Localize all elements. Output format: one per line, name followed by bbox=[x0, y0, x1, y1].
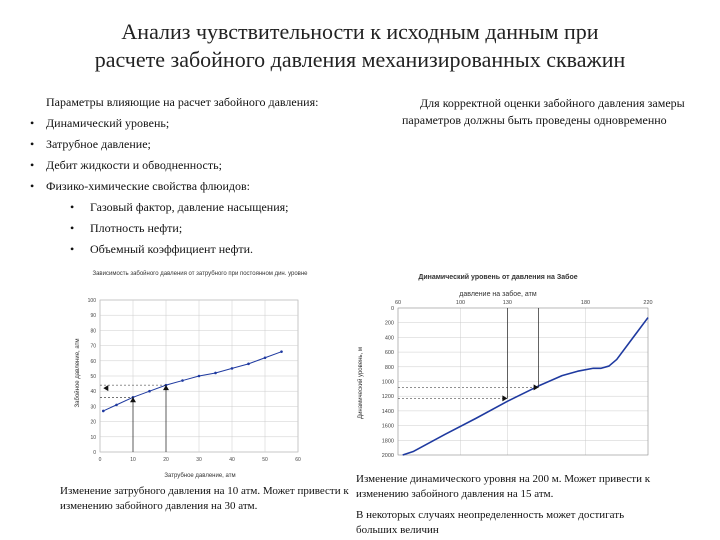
chart2-ytick-label: 800 bbox=[384, 364, 394, 371]
chart1-point bbox=[280, 350, 283, 353]
chart1-xtick-label: 60 bbox=[295, 457, 301, 463]
chart2-xtick-label: 130 bbox=[502, 300, 512, 306]
chart2-ytick-label: 2000 bbox=[381, 453, 394, 459]
chart1-arrow-marker bbox=[103, 385, 108, 391]
chart1-xlabel: Затрубное давление, атм bbox=[164, 473, 236, 479]
chart1-xtick-label: 10 bbox=[130, 457, 136, 463]
title-line-2: расчете забойного давления механизированных скважин bbox=[94, 47, 626, 72]
chart1-xtick-label: 0 bbox=[98, 457, 102, 463]
chart1-point bbox=[247, 363, 250, 366]
page-title bbox=[20, 18, 700, 74]
param-subitem: • Газовый фактор, давление насыщения; bbox=[68, 197, 378, 218]
chart2-ytick-label: 1600 bbox=[381, 423, 394, 430]
parameters-subitems bbox=[68, 197, 378, 260]
parameters-list bbox=[28, 92, 378, 260]
chart2-grid bbox=[398, 308, 648, 455]
chart1-ytick-label: 10 bbox=[90, 434, 96, 441]
chart2-ytick-label: 1800 bbox=[381, 438, 394, 445]
chart2-series-line bbox=[403, 318, 648, 455]
chart2-title: Динамический уровень от давления на Забое bbox=[418, 274, 578, 281]
caption-right-1: Изменение динамического уровня на 200 м. Может привести к изменению забойного давления на 15 атм. bbox=[356, 473, 651, 500]
parameters-items bbox=[28, 113, 378, 197]
param-item: • Динамический уровень; bbox=[28, 113, 378, 134]
caption-right-2: В некоторых случаях неопределенность может достигать больших величин bbox=[356, 509, 625, 536]
title-line-1: Анализ чувствительности к исходным данным при bbox=[121, 19, 599, 44]
param-subitem: • Объемный коэффициент нефти. bbox=[68, 239, 378, 260]
chart2-xtick-label: 220 bbox=[643, 300, 653, 306]
chart1-point bbox=[102, 410, 105, 413]
chart2-xtick-label: 180 bbox=[580, 300, 591, 306]
chart2-xtick-label: 100 bbox=[455, 300, 466, 306]
chart2-ytick-label: 1200 bbox=[381, 394, 394, 401]
chart1-ticks bbox=[88, 298, 301, 463]
chart1-ylabel: Забойное давление, атм bbox=[75, 338, 81, 408]
chart-annulus-pressure bbox=[70, 263, 320, 479]
chart2-ylabel: Динамический уровень, м bbox=[358, 347, 364, 419]
chart1-ytick-label: 50 bbox=[90, 374, 96, 380]
chart2-ytick-label: 1400 bbox=[381, 408, 394, 415]
chart2-xtick-label: 60 bbox=[394, 300, 402, 306]
chart2-ytick-label: 600 bbox=[384, 350, 394, 357]
chart2-ytick-label: 400 bbox=[384, 335, 394, 342]
chart1-ytick-label: 20 bbox=[90, 419, 96, 426]
chart1-xtick-label: 50 bbox=[262, 457, 268, 463]
chart1-xtick-label: 40 bbox=[229, 457, 235, 463]
chart1-ytick-label: 60 bbox=[90, 358, 96, 365]
chart1-point bbox=[148, 390, 151, 393]
chart1-xtick-label: 20 bbox=[163, 457, 169, 463]
chart1-ytick-label: 30 bbox=[90, 404, 96, 411]
chart-dynamic-level bbox=[348, 263, 656, 465]
parameters-intro: Параметры влияющие на расчет забойного давления: bbox=[46, 95, 319, 109]
chart1-point bbox=[264, 356, 267, 359]
chart1-point bbox=[115, 404, 118, 407]
chart1-point bbox=[181, 379, 184, 382]
chart2-arrow-marker bbox=[534, 384, 539, 390]
chart1-title: Зависимость забойного давления от затрубного при постоянном дин. уровне bbox=[92, 271, 308, 277]
note-text: Для корректной оценки забойного давления замеры параметров должны быть проведены одновременно bbox=[402, 96, 685, 127]
param-item: • Дебит жидкости и обводненность; bbox=[28, 155, 378, 176]
chart1-ytick-label: 80 bbox=[90, 328, 96, 335]
chart2-ticks bbox=[382, 300, 653, 459]
chart2-ytick-label: 200 bbox=[384, 320, 394, 327]
chart2-ytick-label: 1000 bbox=[381, 379, 394, 386]
chart1-point bbox=[198, 375, 201, 378]
caption-left: Изменение затрубного давления на 10 атм. Может привести к изменению забойного давления на 30 атм. bbox=[60, 485, 349, 512]
param-item: • Физико-химические свойства флюидов: bbox=[28, 176, 378, 197]
chart1-point bbox=[231, 367, 234, 370]
chart1-ytick-label: 100 bbox=[87, 298, 96, 304]
chart2-xlabel: давление на забое, атм bbox=[459, 291, 537, 298]
chart1-xtick-label: 30 bbox=[196, 457, 202, 463]
param-subitem: • Плотность нефти; bbox=[68, 218, 378, 239]
chart2-ytick-label: 0 bbox=[390, 306, 394, 312]
param-item: • Затрубное давление; bbox=[28, 134, 378, 155]
chart1-ytick-label: 40 bbox=[90, 389, 96, 396]
chart1-ytick-label: 90 bbox=[90, 313, 96, 320]
chart1-ytick-label: 70 bbox=[90, 343, 96, 350]
chart1-ytick-label: 0 bbox=[93, 450, 96, 456]
chart1-point bbox=[214, 372, 217, 375]
